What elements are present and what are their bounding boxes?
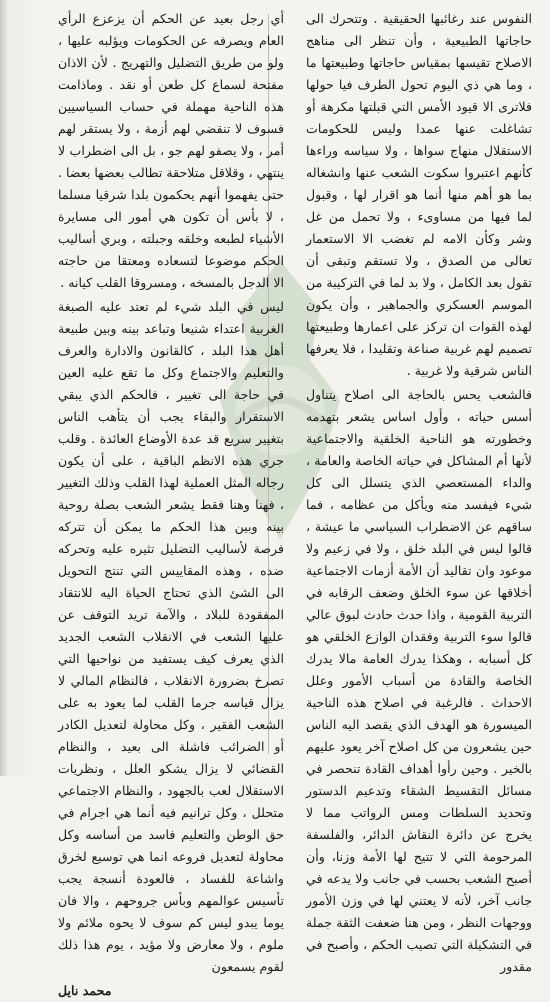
author-signature: محمد نايل bbox=[58, 983, 112, 998]
paragraph: أي رجل بعيد عن الحكم أن يزعزع الرأي العام ويصرفه عن الحكومات ويؤلبه عليها ، ولو من طريق التضليل والتهريج . لأن الاذان مفتحة لسماع كل طعن أو نقد . وماذامت هذه الناحية مهملة في حساب السياسيين فسوف لا تنقضي لهم أزمة ، ولا يستقر لهم أمر ، ولا يصفو لهم جو ، بل الى اضطراب لا ينتهي ، وقلاقل متلاحقة تطالب بعضها بعضا . حتى يفهموا أنهم يحكمون بلدا شرقيا مسلما ، لا بأس أن تكون هي أمور الى مسايرة الأشياء لطبعه وخلقه وجبلته ، وبري أساليب الحكم موضوعا لتسعاده ومعتقا من حاجته الا الدجل بالمسخه ، ومسروقا القلب كيانه . bbox=[58, 11, 284, 290]
paragraph: فالشعب يحس بالحاجة الى اصلاح يتناول أسس حياته ، وأول اساس يشعر بتهدمه وخطورته هو الناحية الخلقية والاجتماعية لأنها أم المشاكل في حياته الخاصة والعامة ، والداء المستعصي الذي يتسلل الى كل شيء فيفسد منه ويأكل من عظامه ، فما ساقهم عن الاضطراب السياسي ما عيشة ، قالوا ليس في البلد خلق ، ولا في زعيم ولا موعود وان تقاليد أن الأمة أزمات الاجتماعية أخلاقها عن سوء الخلق وضعف الرقابه في التربية القومية ، واذا حدث حادث لبوق عالي قالوا سوء التربية وفقدان الوازع الخلقي هو كل أسبابه ، وهكذا يدرك العامة مالا يدرك الخاصة والقادة من أسباب الأمور وعلل الاحداث . فالرغبة في اصلاح هذه الناحية الميسورة هو الهدف الذي يقصد اليه الناس حين يشعرون من كل اصلاح آخر يعود عليهم بالخير . وحين رأوا أهداف القادة تنحصر في مسائل التقسيط الشقاء وتدعيم الدستور وتحديد السلطات ومس الرواتب مما لا يخرج عن دائرة النقاش الدائر، والفلسفة المرحومة التي لا تتيح لها الأمة وزنا، وأن أصبح الشعب بحسب في جانب ولا يدعه في جانب آخر، لأنه لا يعتني لها في وزن الأمور ووجهات النظر ، ومن هنا ضعفت الثقة جملة في التشكيلة التي تصيب الحكم ، وأصبح في مقدور bbox=[306, 387, 532, 974]
paragraph: النفوس عند رغائبها الحقيقية . وتتحرك الى حاجاتها الطبيعية ، وأن تنظر الى مناهج الاصلاح تقيسها بمقياس حاجاتها وطبيعتها ما ، وما هي ذي اليوم تحول الطرف فيا حولها فلاترى الا قيود الأمس التي قبلتها مكرهة أو تشاغلت عنها عمدا وليس للحكومات الاستقلال منهاج سواها ، ولا سياسه وراءها كأنهم اعتبروا سكوت الشعب عنها وانشغاله بما هو أهم منها أنما هو اقرار لها ، وقبول لما فيها من مساوىء ، ولا تحمل من غل وشر وكأن الامه لم تغضب الا الاستعمار تعالى من الصدق ، ولا تستقم وتبقى أن تقول بعد الكامل ، ولا بد لما في التركيبة من الموسم العسكري والجماهير ، وأن يكون لهذه القوات ان تركز على اعمارها وطبيعتها تصميم لهم غربية صناعة وتقليدا ، فلا يعرفها الناس شرقية ولا غربية . bbox=[306, 11, 532, 378]
article-column-left bbox=[58, 8, 284, 998]
paragraph: ليس في البلد شيء لم تعتد عليه الصبغة الغربية اعتداء شنيعا وتباعد بينه وبين طبيعة أهل هذا البلد ، كالقانون والادارة والعرف والتعليم والاجتماع وكل ما تقع عليه العين في حاجة الى تغيير ، فالحكم الذي يبقي الاستقرار والبقاء يجب أن يتأهب الناس بتغيير سريع قد عدة الأوضاع العائدة . وقلب جري هذه الانظم الباقية ، على أن يكون رجاله المثل العملية لهذا القلب وذلك التغيير ، فهنا وهنا فقط يشعر الشعب بصلة روحية بينه وبين هذا الحكم ما يمكن أن تتركه فرصة لأساليب التضليل تثيره عليه وتحركه ضده ، وهذه المقاييس التي تنتج التحويل الى الشئ الذي تحتاج الحياة اليه للانتقاد المفقودة للبلاد ، والآمة تريد التوقف عن عليها الشعب في الانقلاب الشعب الجديد الذي يعرف كيف يستفيد من نواحيها التي تصرخ بضرورة الانقلاب ، فالنظام المالي لا يزال قياسه جرما القلب لما يعود به على الشعب الفقير ، وكل محاولة لتعديل الكادر أو الضرائب فاشلة الى بعيد ، والنظام القضائي لا يزال يشكو العلل ، ونظريات الاستقلال لعب بالجهود ، والنظام الاجتماعي متحلل ، وكل ترانيم فيه أنما هي اجرام في حق الوطن والتعليم فاسد من أساسه وكل محاولة لتعديل فروعه انما هي توسيع لخرق واشاعة للفساد ، فالعودة أنسجة يجب تأسيس عوالمهم وبأس جروحهم ، والا فان يوما يبدو ليس كم سوف لا يحوه ملائم ولا ملوم ، ولا معارض ولا مؤيد ، يوم هذا ذلك لقوم يسمعون bbox=[58, 299, 284, 974]
article-column-right bbox=[306, 8, 532, 974]
